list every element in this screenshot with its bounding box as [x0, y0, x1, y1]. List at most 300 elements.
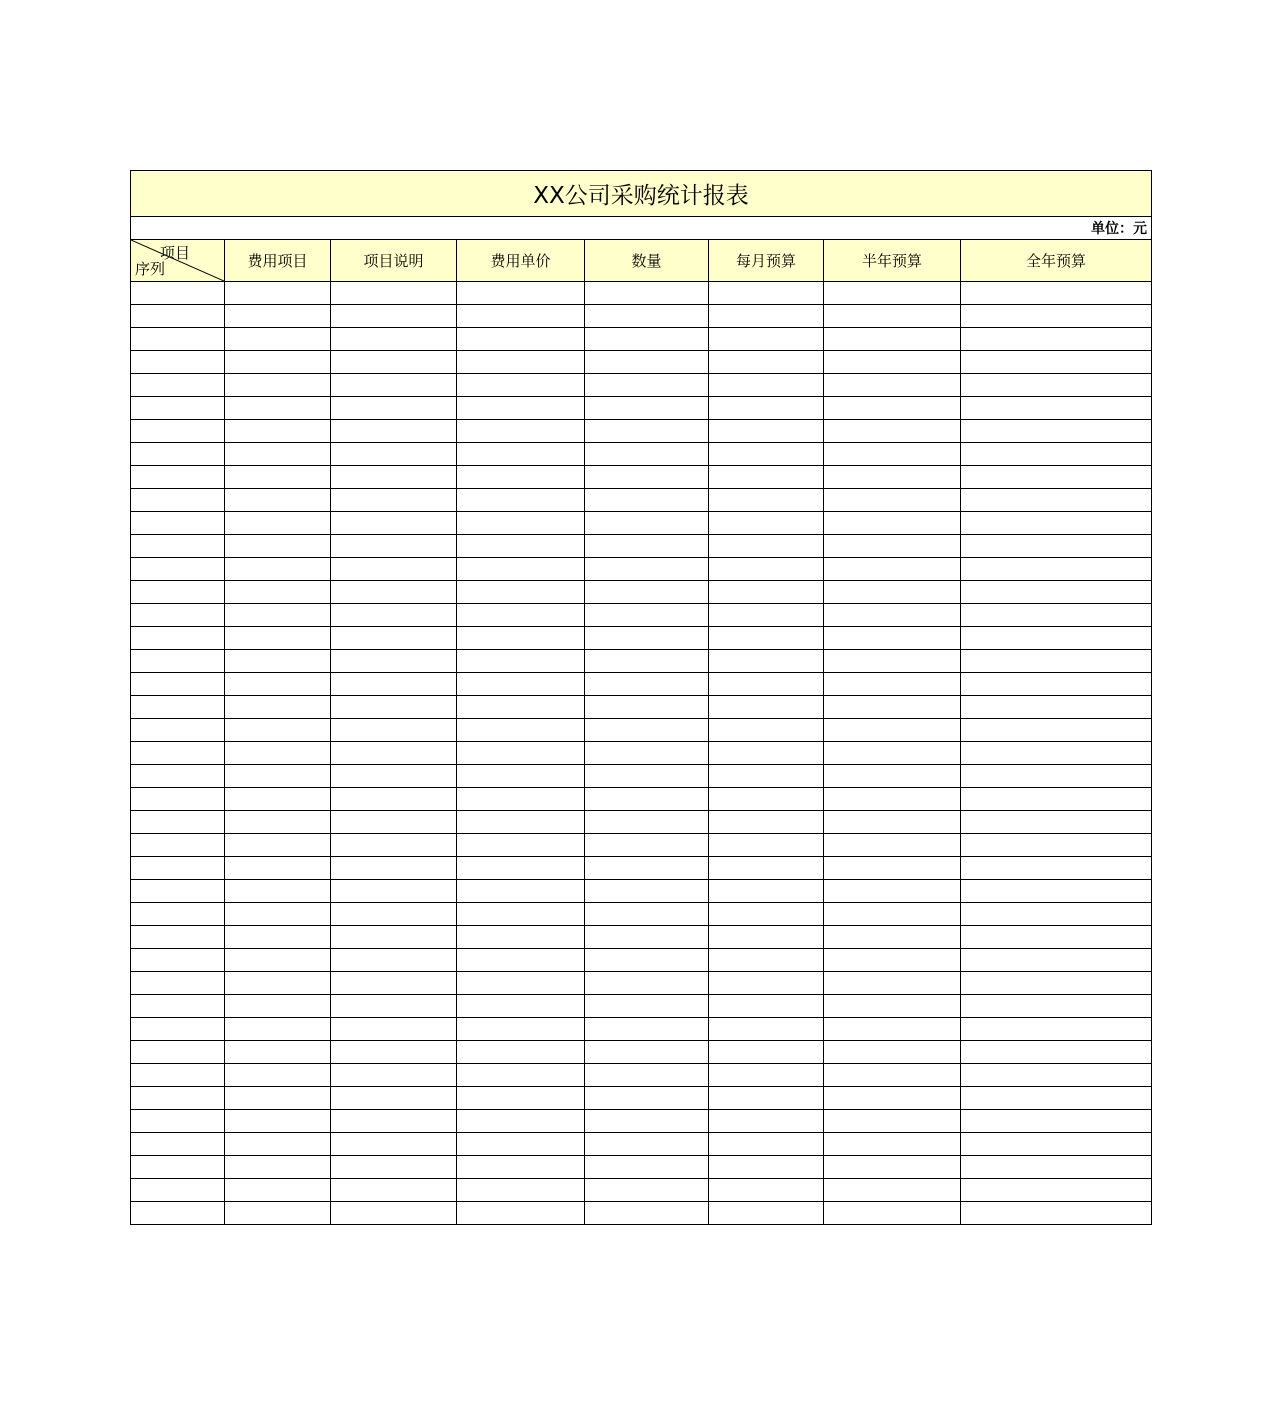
table-cell[interactable]: [457, 1179, 585, 1202]
table-cell[interactable]: [331, 650, 457, 673]
table-cell[interactable]: [331, 995, 457, 1018]
table-cell[interactable]: [585, 443, 709, 466]
table-cell[interactable]: [131, 1087, 225, 1110]
table-cell[interactable]: [457, 305, 585, 328]
table-cell[interactable]: [131, 949, 225, 972]
table-cell[interactable]: [961, 1179, 1152, 1202]
table-cell[interactable]: [961, 1064, 1152, 1087]
table-cell[interactable]: [225, 742, 331, 765]
table-cell[interactable]: [225, 857, 331, 880]
table-cell[interactable]: [961, 765, 1152, 788]
table-cell[interactable]: [585, 696, 709, 719]
table-cell[interactable]: [961, 1018, 1152, 1041]
table-cell[interactable]: [961, 1110, 1152, 1133]
table-cell[interactable]: [709, 420, 824, 443]
table-cell[interactable]: [225, 328, 331, 351]
table-cell[interactable]: [131, 1018, 225, 1041]
table-cell[interactable]: [131, 581, 225, 604]
table-cell[interactable]: [457, 604, 585, 627]
table-cell[interactable]: [225, 305, 331, 328]
table-cell[interactable]: [331, 696, 457, 719]
table-cell[interactable]: [961, 305, 1152, 328]
table-cell[interactable]: [824, 374, 961, 397]
table-cell[interactable]: [824, 719, 961, 742]
table-cell[interactable]: [961, 1133, 1152, 1156]
table-cell[interactable]: [331, 489, 457, 512]
table-cell[interactable]: [457, 1110, 585, 1133]
table-cell[interactable]: [824, 535, 961, 558]
table-cell[interactable]: [824, 1041, 961, 1064]
table-cell[interactable]: [457, 995, 585, 1018]
table-cell[interactable]: [709, 512, 824, 535]
table-cell[interactable]: [131, 443, 225, 466]
table-cell[interactable]: [457, 489, 585, 512]
table-cell[interactable]: [331, 1041, 457, 1064]
table-cell[interactable]: [709, 765, 824, 788]
table-cell[interactable]: [131, 512, 225, 535]
table-cell[interactable]: [331, 1110, 457, 1133]
table-cell[interactable]: [585, 604, 709, 627]
table-cell[interactable]: [824, 512, 961, 535]
table-cell[interactable]: [585, 1156, 709, 1179]
table-cell[interactable]: [709, 443, 824, 466]
table-cell[interactable]: [131, 466, 225, 489]
table-cell[interactable]: [709, 581, 824, 604]
table-cell[interactable]: [709, 466, 824, 489]
table-cell[interactable]: [225, 627, 331, 650]
table-cell[interactable]: [131, 627, 225, 650]
table-cell[interactable]: [331, 926, 457, 949]
table-cell[interactable]: [824, 788, 961, 811]
table-cell[interactable]: [131, 972, 225, 995]
table-cell[interactable]: [585, 627, 709, 650]
table-cell[interactable]: [331, 903, 457, 926]
table-cell[interactable]: [457, 972, 585, 995]
table-cell[interactable]: [961, 581, 1152, 604]
table-cell[interactable]: [131, 650, 225, 673]
table-cell[interactable]: [131, 374, 225, 397]
table-cell[interactable]: [131, 282, 225, 305]
table-cell[interactable]: [961, 673, 1152, 696]
table-cell[interactable]: [331, 834, 457, 857]
table-cell[interactable]: [331, 305, 457, 328]
table-cell[interactable]: [225, 765, 331, 788]
table-cell[interactable]: [961, 742, 1152, 765]
table-cell[interactable]: [961, 696, 1152, 719]
table-cell[interactable]: [585, 512, 709, 535]
table-cell[interactable]: [131, 1179, 225, 1202]
table-cell[interactable]: [457, 535, 585, 558]
table-cell[interactable]: [709, 558, 824, 581]
table-cell[interactable]: [824, 604, 961, 627]
table-cell[interactable]: [585, 581, 709, 604]
table-cell[interactable]: [709, 1018, 824, 1041]
table-cell[interactable]: [331, 880, 457, 903]
table-cell[interactable]: [961, 1156, 1152, 1179]
table-cell[interactable]: [585, 328, 709, 351]
table-cell[interactable]: [824, 1179, 961, 1202]
table-cell[interactable]: [709, 673, 824, 696]
table-cell[interactable]: [961, 397, 1152, 420]
table-cell[interactable]: [331, 512, 457, 535]
table-cell[interactable]: [961, 604, 1152, 627]
table-cell[interactable]: [585, 650, 709, 673]
table-cell[interactable]: [131, 857, 225, 880]
table-cell[interactable]: [824, 305, 961, 328]
table-cell[interactable]: [709, 719, 824, 742]
table-cell[interactable]: [225, 374, 331, 397]
table-cell[interactable]: [961, 351, 1152, 374]
table-cell[interactable]: [824, 811, 961, 834]
table-cell[interactable]: [131, 811, 225, 834]
table-cell[interactable]: [331, 558, 457, 581]
table-cell[interactable]: [961, 903, 1152, 926]
table-cell[interactable]: [585, 397, 709, 420]
table-cell[interactable]: [457, 673, 585, 696]
table-cell[interactable]: [225, 1202, 331, 1225]
table-cell[interactable]: [131, 1202, 225, 1225]
table-cell[interactable]: [225, 696, 331, 719]
table-cell[interactable]: [824, 328, 961, 351]
table-cell[interactable]: [824, 1110, 961, 1133]
table-cell[interactable]: [709, 397, 824, 420]
table-cell[interactable]: [331, 719, 457, 742]
table-cell[interactable]: [585, 1018, 709, 1041]
table-cell[interactable]: [709, 1087, 824, 1110]
table-cell[interactable]: [457, 328, 585, 351]
table-cell[interactable]: [457, 765, 585, 788]
table-cell[interactable]: [709, 788, 824, 811]
table-cell[interactable]: [961, 558, 1152, 581]
table-cell[interactable]: [331, 1018, 457, 1041]
table-cell[interactable]: [585, 788, 709, 811]
table-cell[interactable]: [709, 374, 824, 397]
table-cell[interactable]: [824, 1156, 961, 1179]
table-cell[interactable]: [225, 581, 331, 604]
table-cell[interactable]: [961, 627, 1152, 650]
table-cell[interactable]: [585, 351, 709, 374]
table-cell[interactable]: [709, 995, 824, 1018]
table-cell[interactable]: [457, 282, 585, 305]
table-cell[interactable]: [457, 466, 585, 489]
table-cell[interactable]: [457, 719, 585, 742]
table-cell[interactable]: [131, 834, 225, 857]
table-cell[interactable]: [225, 949, 331, 972]
table-cell[interactable]: [131, 903, 225, 926]
table-cell[interactable]: [457, 742, 585, 765]
table-cell[interactable]: [131, 742, 225, 765]
table-cell[interactable]: [709, 1133, 824, 1156]
table-cell[interactable]: [131, 788, 225, 811]
table-cell[interactable]: [131, 1041, 225, 1064]
table-cell[interactable]: [709, 489, 824, 512]
table-cell[interactable]: [824, 972, 961, 995]
table-cell[interactable]: [709, 857, 824, 880]
table-cell[interactable]: [331, 1156, 457, 1179]
table-cell[interactable]: [824, 926, 961, 949]
table-cell[interactable]: [709, 604, 824, 627]
table-cell[interactable]: [961, 650, 1152, 673]
table-cell[interactable]: [131, 1133, 225, 1156]
table-cell[interactable]: [961, 972, 1152, 995]
table-cell[interactable]: [457, 880, 585, 903]
table-cell[interactable]: [225, 673, 331, 696]
table-cell[interactable]: [225, 512, 331, 535]
table-cell[interactable]: [709, 328, 824, 351]
table-cell[interactable]: [457, 1202, 585, 1225]
table-cell[interactable]: [961, 420, 1152, 443]
table-cell[interactable]: [961, 328, 1152, 351]
table-cell[interactable]: [225, 995, 331, 1018]
table-cell[interactable]: [961, 374, 1152, 397]
table-cell[interactable]: [961, 926, 1152, 949]
table-cell[interactable]: [457, 1087, 585, 1110]
table-cell[interactable]: [457, 558, 585, 581]
table-cell[interactable]: [225, 926, 331, 949]
table-cell[interactable]: [961, 535, 1152, 558]
table-cell[interactable]: [131, 880, 225, 903]
table-cell[interactable]: [961, 719, 1152, 742]
table-cell[interactable]: [961, 282, 1152, 305]
table-cell[interactable]: [585, 834, 709, 857]
table-cell[interactable]: [331, 466, 457, 489]
table-cell[interactable]: [961, 880, 1152, 903]
column-header-6[interactable]: 半年预算: [824, 240, 961, 282]
table-cell[interactable]: [331, 581, 457, 604]
table-cell[interactable]: [131, 1110, 225, 1133]
table-cell[interactable]: [824, 558, 961, 581]
table-cell[interactable]: [131, 397, 225, 420]
table-cell[interactable]: [331, 972, 457, 995]
table-cell[interactable]: [824, 581, 961, 604]
table-cell[interactable]: [585, 972, 709, 995]
table-cell[interactable]: [225, 650, 331, 673]
table-cell[interactable]: [225, 466, 331, 489]
table-cell[interactable]: [331, 1133, 457, 1156]
table-cell[interactable]: [585, 742, 709, 765]
table-cell[interactable]: [225, 282, 331, 305]
table-cell[interactable]: [225, 558, 331, 581]
table-cell[interactable]: [709, 282, 824, 305]
table-cell[interactable]: [585, 374, 709, 397]
table-cell[interactable]: [961, 811, 1152, 834]
table-cell[interactable]: [457, 420, 585, 443]
table-cell[interactable]: [585, 857, 709, 880]
column-header-3[interactable]: 费用单价: [457, 240, 585, 282]
table-cell[interactable]: [331, 765, 457, 788]
table-cell[interactable]: [457, 788, 585, 811]
table-cell[interactable]: [225, 811, 331, 834]
table-cell[interactable]: [225, 351, 331, 374]
table-cell[interactable]: [131, 305, 225, 328]
table-cell[interactable]: [225, 1133, 331, 1156]
table-cell[interactable]: [225, 1087, 331, 1110]
table-cell[interactable]: [131, 926, 225, 949]
table-cell[interactable]: [225, 489, 331, 512]
table-cell[interactable]: [709, 1064, 824, 1087]
table-cell[interactable]: [709, 811, 824, 834]
table-cell[interactable]: [585, 466, 709, 489]
table-cell[interactable]: [457, 696, 585, 719]
table-cell[interactable]: [457, 926, 585, 949]
table-cell[interactable]: [131, 489, 225, 512]
table-cell[interactable]: [961, 1087, 1152, 1110]
table-cell[interactable]: [331, 1064, 457, 1087]
table-cell[interactable]: [331, 351, 457, 374]
table-cell[interactable]: [331, 443, 457, 466]
table-cell[interactable]: [709, 351, 824, 374]
table-cell[interactable]: [824, 420, 961, 443]
table-cell[interactable]: [961, 834, 1152, 857]
table-cell[interactable]: [585, 765, 709, 788]
table-cell[interactable]: [824, 742, 961, 765]
table-cell[interactable]: [961, 443, 1152, 466]
table-cell[interactable]: [585, 880, 709, 903]
table-cell[interactable]: [585, 558, 709, 581]
table-cell[interactable]: [709, 696, 824, 719]
table-cell[interactable]: [824, 1133, 961, 1156]
table-cell[interactable]: [131, 328, 225, 351]
table-cell[interactable]: [457, 857, 585, 880]
table-cell[interactable]: [824, 857, 961, 880]
table-cell[interactable]: [824, 443, 961, 466]
table-cell[interactable]: [331, 374, 457, 397]
table-cell[interactable]: [585, 305, 709, 328]
table-cell[interactable]: [961, 995, 1152, 1018]
table-cell[interactable]: [709, 1110, 824, 1133]
table-cell[interactable]: [824, 351, 961, 374]
table-cell[interactable]: [961, 466, 1152, 489]
table-cell[interactable]: [824, 282, 961, 305]
table-cell[interactable]: [331, 1179, 457, 1202]
table-cell[interactable]: [331, 673, 457, 696]
table-cell[interactable]: [457, 1041, 585, 1064]
table-cell[interactable]: [824, 650, 961, 673]
table-cell[interactable]: [457, 374, 585, 397]
table-cell[interactable]: [709, 949, 824, 972]
table-cell[interactable]: [585, 949, 709, 972]
table-cell[interactable]: [131, 673, 225, 696]
table-cell[interactable]: [585, 719, 709, 742]
table-cell[interactable]: [225, 1064, 331, 1087]
table-cell[interactable]: [331, 811, 457, 834]
column-header-7[interactable]: 全年预算: [961, 240, 1152, 282]
table-cell[interactable]: [225, 1018, 331, 1041]
table-cell[interactable]: [131, 535, 225, 558]
column-header-1[interactable]: 费用项目: [225, 240, 331, 282]
table-cell[interactable]: [457, 834, 585, 857]
table-cell[interactable]: [225, 535, 331, 558]
table-cell[interactable]: [585, 489, 709, 512]
column-header-4[interactable]: 数量: [585, 240, 709, 282]
table-cell[interactable]: [709, 834, 824, 857]
table-cell[interactable]: [131, 765, 225, 788]
table-cell[interactable]: [961, 512, 1152, 535]
table-cell[interactable]: [225, 1156, 331, 1179]
table-cell[interactable]: [961, 489, 1152, 512]
table-cell[interactable]: [824, 995, 961, 1018]
table-cell[interactable]: [131, 604, 225, 627]
table-cell[interactable]: [131, 351, 225, 374]
table-cell[interactable]: [131, 1064, 225, 1087]
table-cell[interactable]: [457, 1133, 585, 1156]
table-cell[interactable]: [961, 788, 1152, 811]
table-cell[interactable]: [331, 604, 457, 627]
table-cell[interactable]: [131, 1156, 225, 1179]
table-cell[interactable]: [709, 1156, 824, 1179]
table-cell[interactable]: [585, 1041, 709, 1064]
table-cell[interactable]: [824, 489, 961, 512]
table-cell[interactable]: [824, 903, 961, 926]
table-cell[interactable]: [585, 420, 709, 443]
table-cell[interactable]: [585, 811, 709, 834]
table-cell[interactable]: [225, 1110, 331, 1133]
table-cell[interactable]: [225, 719, 331, 742]
table-cell[interactable]: [331, 742, 457, 765]
table-cell[interactable]: [961, 1041, 1152, 1064]
table-cell[interactable]: [225, 1041, 331, 1064]
table-cell[interactable]: [585, 1202, 709, 1225]
table-cell[interactable]: [457, 650, 585, 673]
table-cell[interactable]: [824, 466, 961, 489]
table-cell[interactable]: [331, 1202, 457, 1225]
table-cell[interactable]: [457, 351, 585, 374]
table-cell[interactable]: [331, 788, 457, 811]
table-cell[interactable]: [709, 1202, 824, 1225]
table-cell[interactable]: [225, 788, 331, 811]
table-cell[interactable]: [824, 949, 961, 972]
table-cell[interactable]: [585, 1179, 709, 1202]
table-cell[interactable]: [225, 1179, 331, 1202]
table-cell[interactable]: [709, 627, 824, 650]
table-cell[interactable]: [709, 650, 824, 673]
table-cell[interactable]: [709, 926, 824, 949]
table-cell[interactable]: [131, 995, 225, 1018]
table-cell[interactable]: [585, 903, 709, 926]
table-cell[interactable]: [824, 673, 961, 696]
table-cell[interactable]: [824, 1018, 961, 1041]
table-cell[interactable]: [585, 995, 709, 1018]
table-cell[interactable]: [709, 1041, 824, 1064]
table-cell[interactable]: [709, 1179, 824, 1202]
table-cell[interactable]: [709, 305, 824, 328]
table-cell[interactable]: [457, 1064, 585, 1087]
table-cell[interactable]: [225, 972, 331, 995]
table-cell[interactable]: [225, 397, 331, 420]
table-cell[interactable]: [331, 282, 457, 305]
table-cell[interactable]: [585, 1064, 709, 1087]
table-cell[interactable]: [585, 1087, 709, 1110]
table-cell[interactable]: [709, 742, 824, 765]
table-cell[interactable]: [331, 857, 457, 880]
table-cell[interactable]: [585, 673, 709, 696]
table-cell[interactable]: [131, 420, 225, 443]
table-cell[interactable]: [457, 397, 585, 420]
table-cell[interactable]: [824, 765, 961, 788]
table-cell[interactable]: [961, 857, 1152, 880]
column-header-2[interactable]: 项目说明: [331, 240, 457, 282]
table-cell[interactable]: [824, 880, 961, 903]
table-cell[interactable]: [457, 581, 585, 604]
table-cell[interactable]: [457, 1156, 585, 1179]
table-cell[interactable]: [225, 834, 331, 857]
table-cell[interactable]: [331, 420, 457, 443]
table-cell[interactable]: [225, 420, 331, 443]
table-cell[interactable]: [225, 880, 331, 903]
table-cell[interactable]: [824, 627, 961, 650]
table-cell[interactable]: [331, 397, 457, 420]
table-cell[interactable]: [457, 512, 585, 535]
